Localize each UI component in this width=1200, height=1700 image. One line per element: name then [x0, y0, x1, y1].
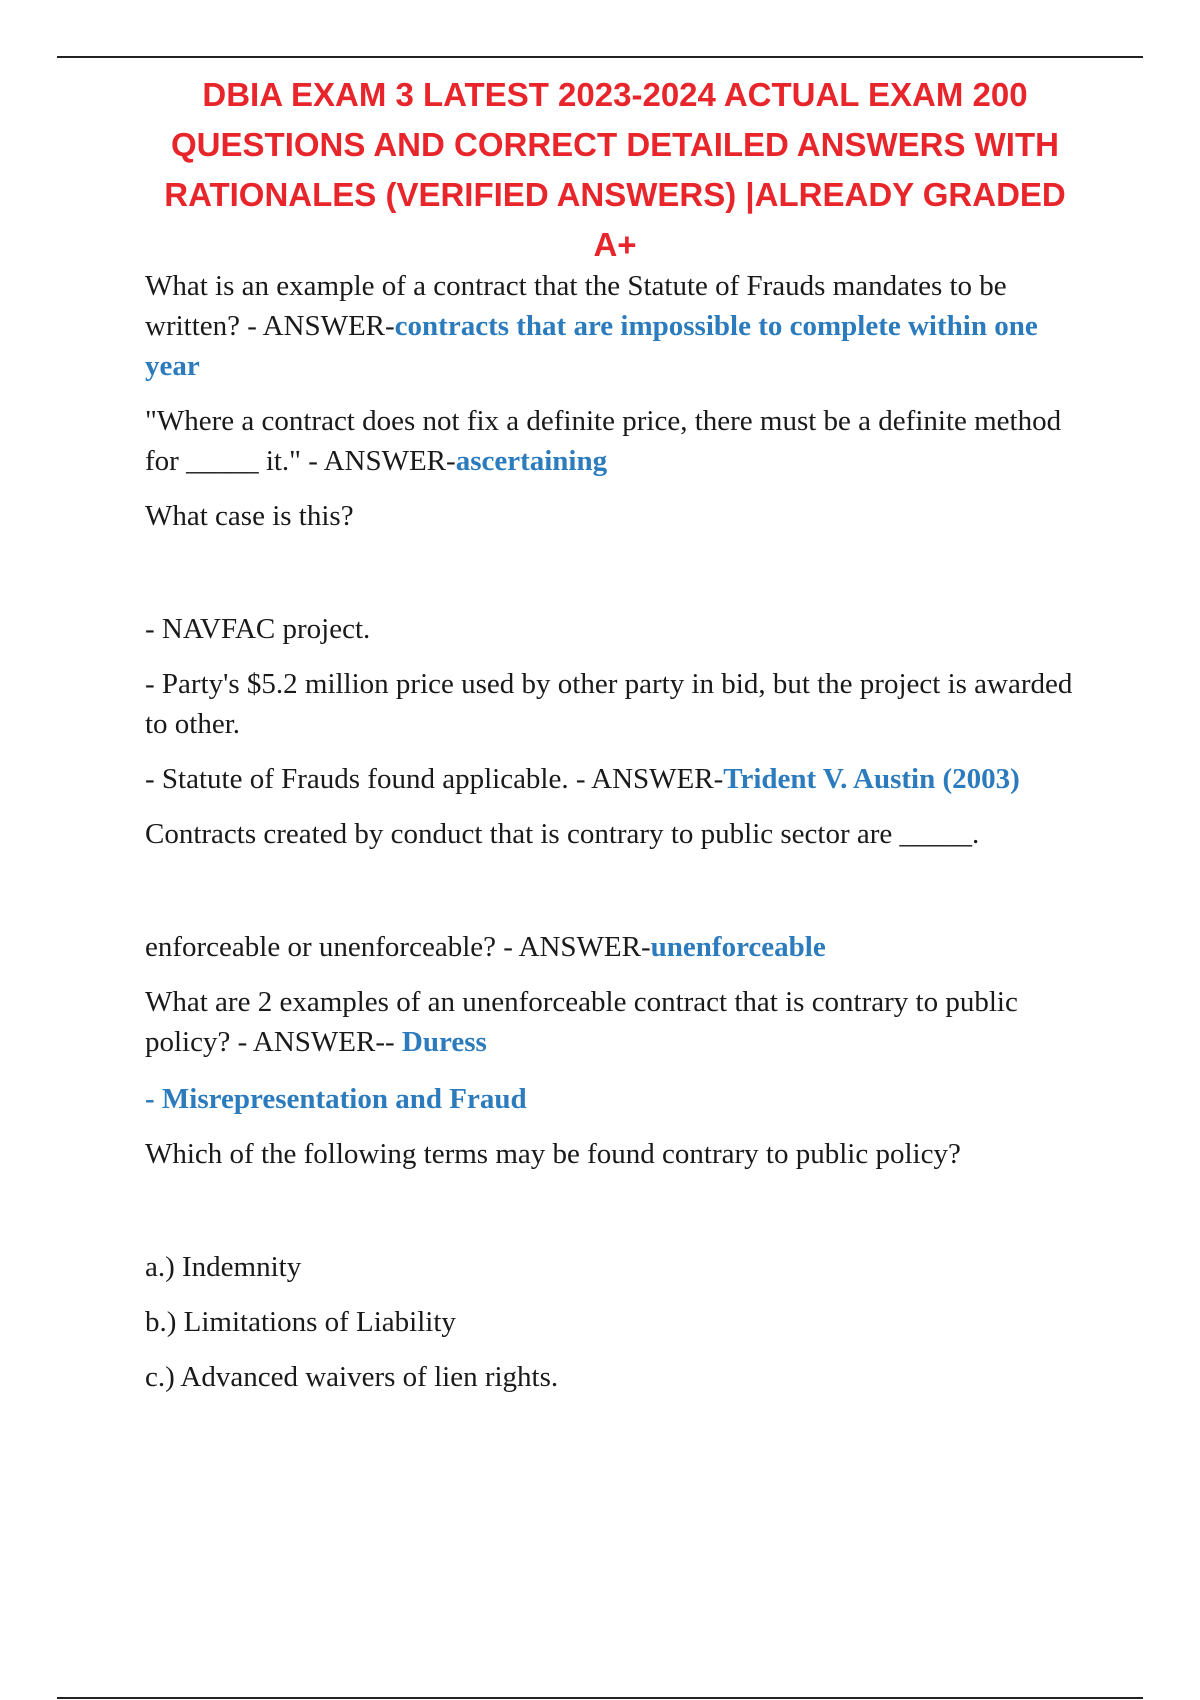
question-text: "Where a contract does not fix a definite price, there must be a definite method for _____ it." - ANSWER- [145, 405, 1062, 477]
question-text: What is an example of a contract that the Statute of Frauds mandates to be written? - ANSWER- [145, 270, 1007, 342]
qa-item-2 [145, 401, 1085, 481]
top-rule [57, 56, 1143, 58]
option-item: b.) Limitations of Liability [145, 1306, 456, 1338]
answer-text: contracts that are impossible to complete within one year [145, 310, 1038, 382]
question-text: enforceable or unenforceable? - ANSWER- [145, 931, 651, 963]
qa-item-1 [145, 266, 1085, 386]
option-item: a.) Indemnity [145, 1251, 302, 1283]
bottom-rule [57, 1697, 1143, 1699]
case-question-intro: What case is this? [145, 500, 354, 532]
qa-item-5 [145, 982, 1085, 1062]
answer-text: ascertaining [455, 445, 608, 477]
question-text: - Statute of Frauds found applicable. - ANSWER- [145, 763, 724, 795]
document-body [145, 266, 1085, 1397]
option-item: c.) Advanced waivers of lien rights. [145, 1361, 559, 1393]
answer-text-line2: - Misrepresentation and Fraud [145, 1083, 527, 1115]
question-intro: Which of the following terms may be found contrary to public policy? [145, 1138, 961, 1170]
answer-text: Duress [394, 1026, 487, 1058]
case-bullet: - Party's $5.2 million price used by other party in bid, but the project is awarded to other. [145, 668, 1073, 740]
qa-item-4 [145, 927, 1085, 967]
case-bullet: - NAVFAC project. [145, 613, 371, 645]
question-text: What are 2 examples of an unenforceable contract that is contrary to public policy? - ANSWER-- [145, 986, 1018, 1058]
qa-item-3 [145, 759, 1085, 799]
answer-text: Trident V. Austin (2003) [723, 763, 1020, 795]
document-title: DBIA EXAM 3 LATEST 2023-2024 ACTUAL EXAM 200 QUESTIONS AND CORRECT DETAILED ANSWERS WITH RATIONALES (VERIFIED ANSWERS) |ALREADY GRADED A+ [164, 76, 1066, 263]
answer-text: unenforceable [650, 931, 826, 963]
question-intro: Contracts created by conduct that is contrary to public sector are _____. [145, 818, 980, 850]
